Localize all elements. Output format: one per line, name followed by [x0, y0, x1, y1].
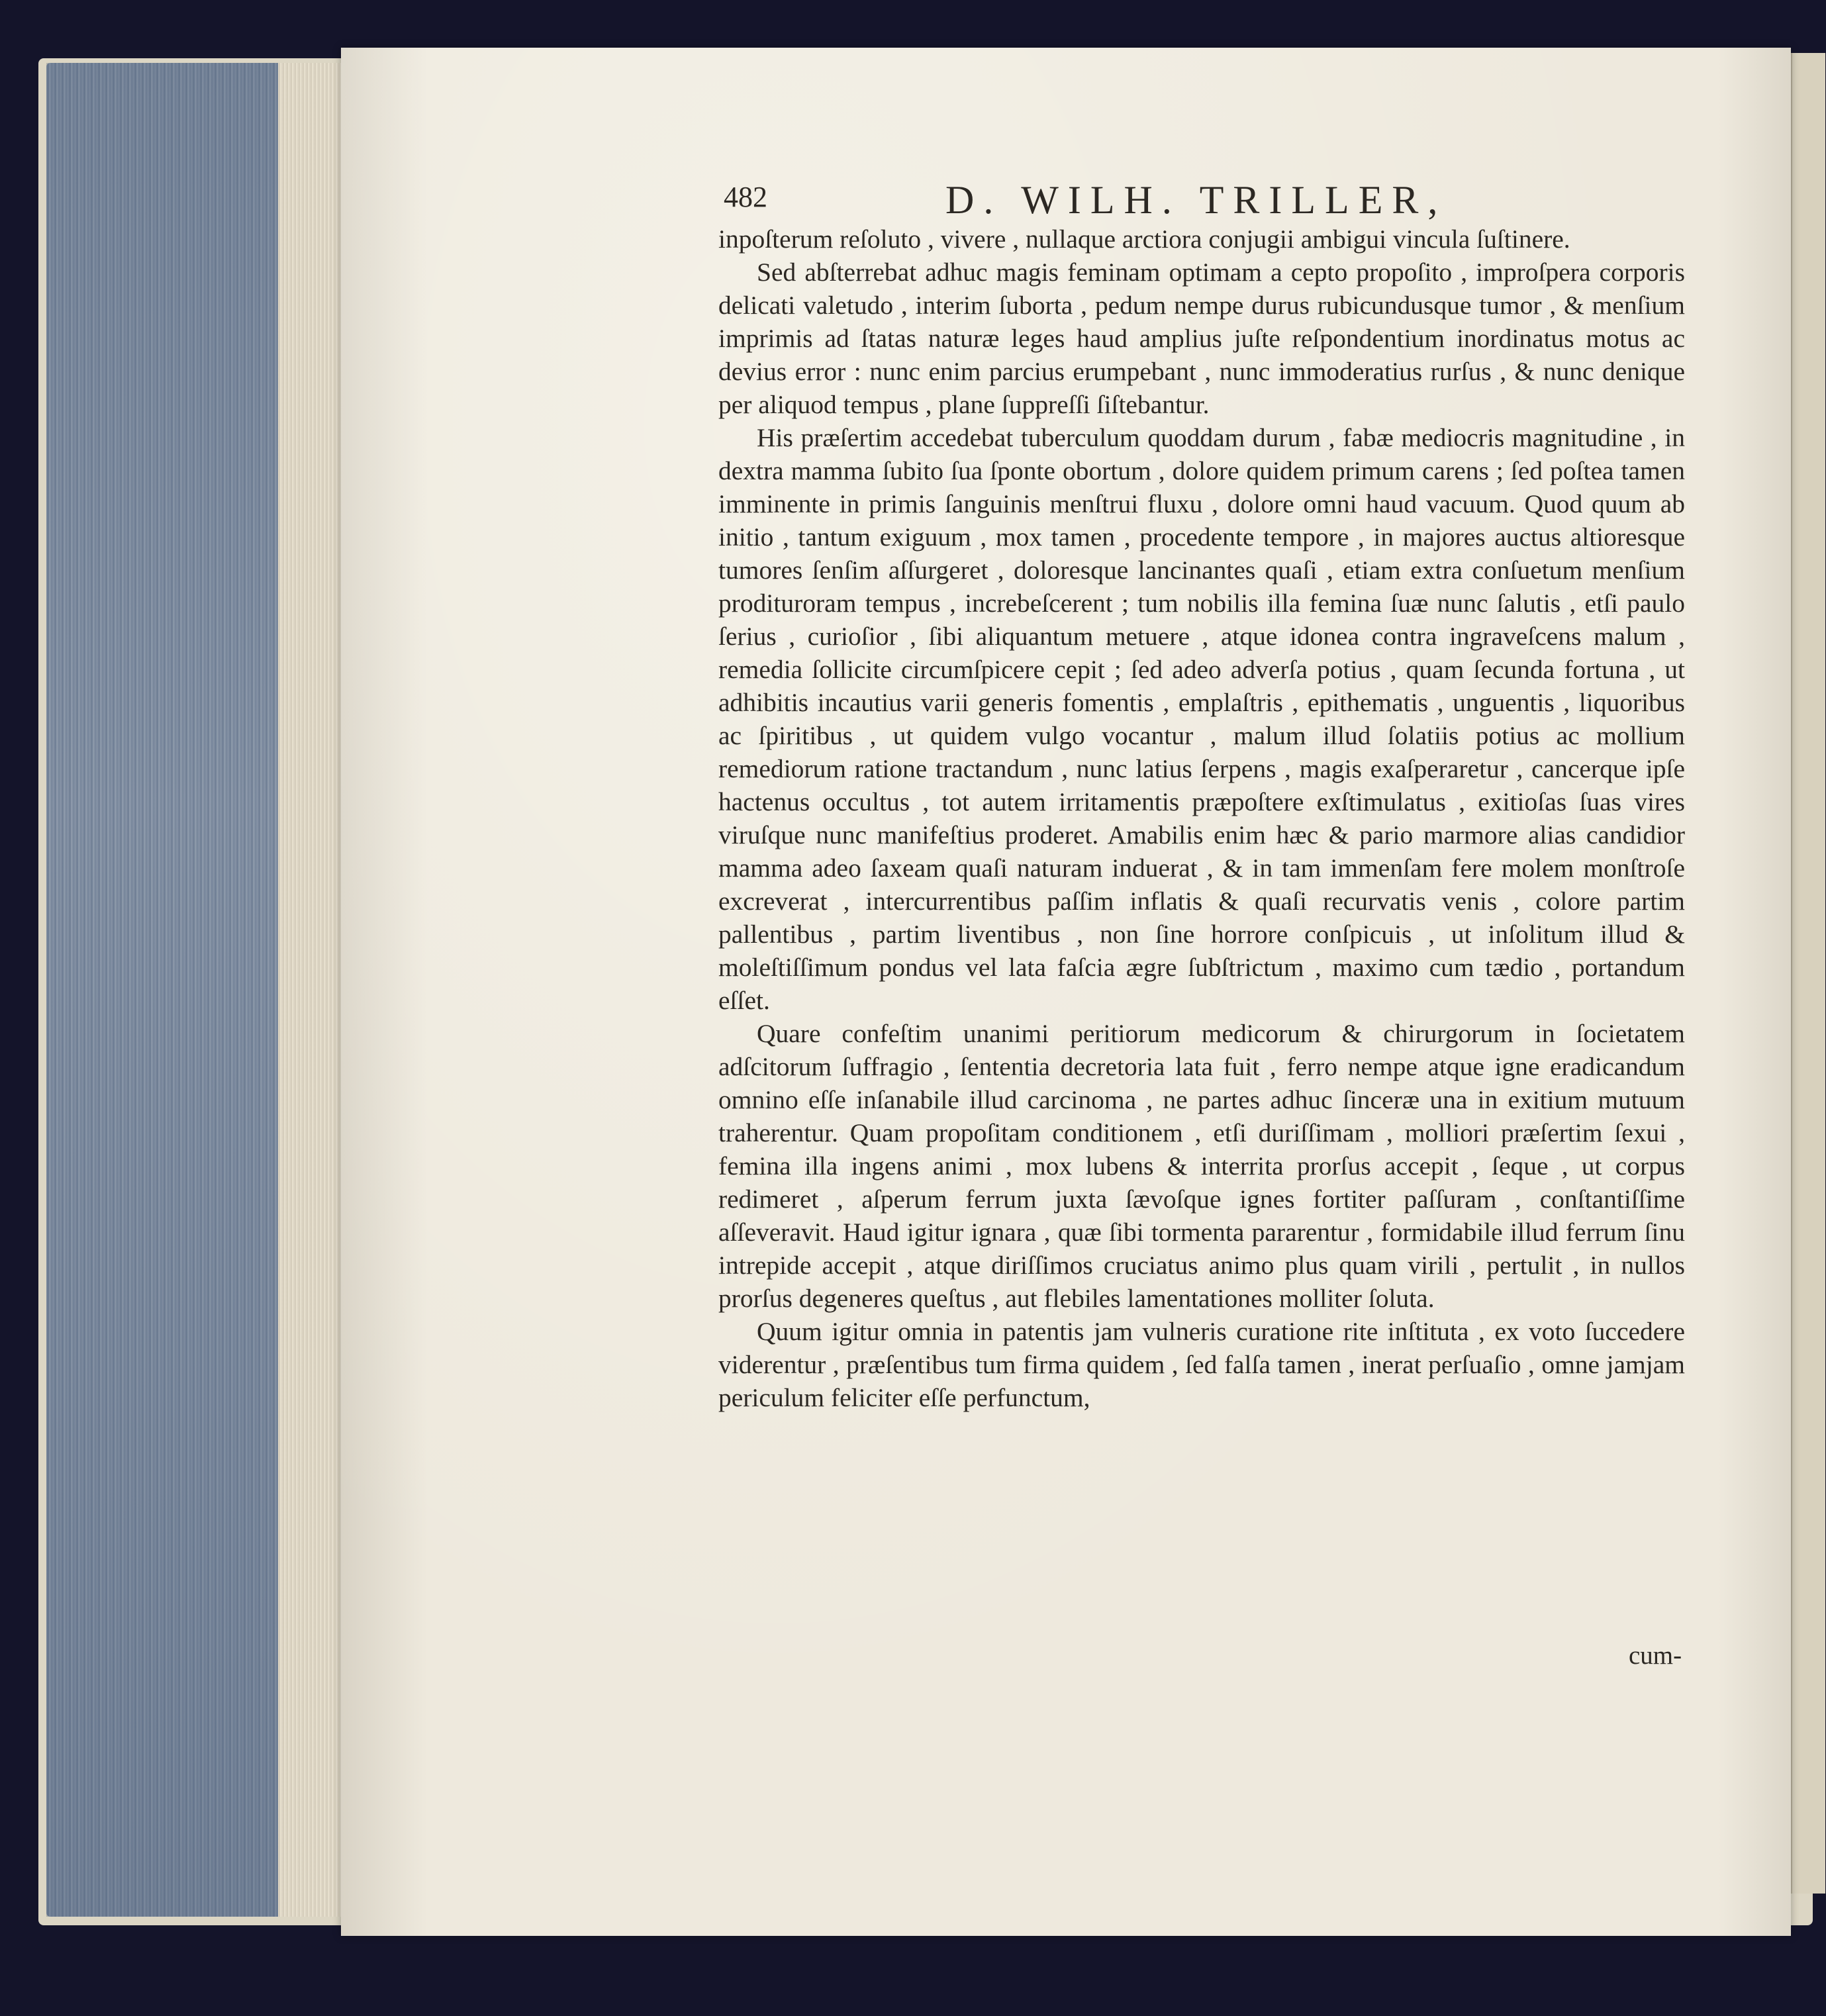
paragraph: Quare confeſtim unanimi peritiorum medicorum & chirurgorum in ſocietatem adſcitorum ſuffragio , ſententia decretoria lata fuit , ferro nempe atque igne eradicandum omnino eſſe inſanabile illud carcinoma , ne partes adhuc ſinceræ una in exitium mutuum traherentur. Quam propoſitam conditionem , etſi duriſſimam , molliori præſertim ſexui , femina illa ingens animi , mox lubens & interrita prorſus accepit , ſeque , ut corpus redimeret , aſperum ferrum juxta ſævoſque ignes fortiter paſſuram , conſtantiſſime aſſeveravit. Haud igitur ignara , quæ ſibi tormenta pararentur , formidabile illud ferrum ſinu intrepide accepit , atque diriſſimos cruciatus animo plus quam virili , pertulit , in nullos prorſus degeneres queſtus , aut flebiles lamentationes molliter ſoluta. — [718, 1019, 1685, 1313]
paragraph: His præſertim accedebat tuberculum quoddam durum , fabæ mediocris magnitudine , in dextra mamma ſubito ſua ſponte obortum , dolore quidem primum carens ; ſed poſtea tamen imminente in primis ſanguinis menſtrui fluxu , dolore omni haud vacuum. Quod quum ab initio , tantum exiguum , mox tamen , procedente tempore , in majores auctus altioresque tumores ſenſim aſſurgeret , doloresque lancinantes quaſi , etiam extra conſuetum menſium prodituroram tempus , increbeſcerent ; tum nobilis illa femina ſuæ nunc ſalutis , etſi paulo ſerius , curioſior , ſibi aliquantum metuere , atque idonea contra ingraveſcens malum , remedia ſollicite circumſpicere cepit ; ſed adeo adverſa potius , quam ſecunda fortuna , ut adhibitis incautius varii generis fomentis , emplaſtris , epithematis , unguentis , liquoribus ac ſpiritibus , ut quidem vulgo vocantur , malum illud ſolatiis potius ac mollium remediorum ratione tractandum , nunc latius ſerpens , magis exaſperaretur , cancerque ipſe hactenus occultus , tot autem irritamentis præpoſtere exſtimulatus , exitioſas ſuas vires viruſque nunc manifeſtius proderet. Amabilis enim hæc & pario marmore alias candidior mamma adeo ſaxeam quaſi naturam induerat , & in tam immenſam fere molem monſtroſe excreverat , intercurrentibus paſſim inflatis & quaſi recurvatis venis , colore partim pallentibus , partim liventibus , non ſine horrore conſpicuis , ut inſolitum illud & moleſtiſſimum pondus vel lata faſcia ægre ſubſtrictum , maximo cum tædio , portandum eſſet. — [718, 423, 1685, 1015]
page-block-edge — [46, 63, 344, 1917]
page-number: 482 — [724, 181, 767, 213]
paragraph: Quum igitur omnia in patentis jam vulneris curatione rite inſtituta , ex voto ſuccedere viderentur , præſentibus tum firma quidem , ſed falſa tamen , inerat perſuaſio , omne jamjam periculum feliciter eſſe perfunctum, — [718, 1317, 1685, 1412]
body-text — [718, 222, 1685, 1414]
right-page-edge — [1791, 53, 1825, 1894]
paragraph: Sed abſterrebat adhuc magis feminam optimam a cepto propoſito , improſpera corporis delicati valetudo , interim ſuborta , pedum nempe durus rubicundusque tumor , & menſium imprimis ad ſtatas naturæ leges haud amplius juſte reſpondentium inordinatus motus ac devius error : nunc enim parcius erumpebant , nunc immoderatius rurſus , & nunc denique per aliquod tempus , plane ſuppreſſi ſiſtebantur. — [718, 258, 1685, 419]
paragraph: inpoſterum reſoluto , vivere , nullaque arctiora conjugii ambigui vincula ſuſtinere. — [718, 224, 1570, 254]
running-title: D. WILH. TRILLER, — [945, 178, 1447, 222]
catchword: cum- — [1629, 1641, 1682, 1670]
